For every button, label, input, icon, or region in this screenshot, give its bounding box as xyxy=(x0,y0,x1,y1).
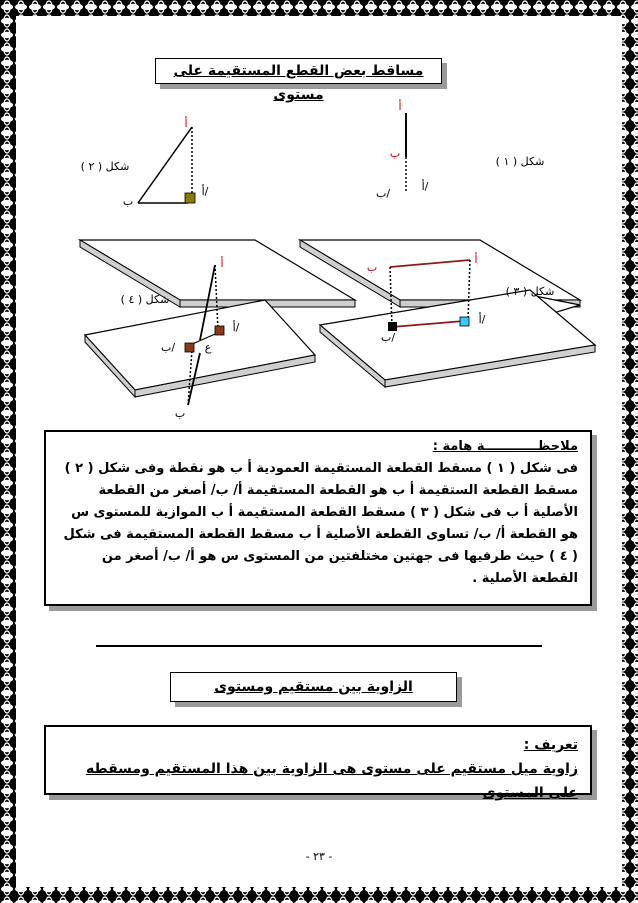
page-number: - ٢٣ - xyxy=(305,850,333,863)
fig4-label-proj-a: أ/ xyxy=(232,321,240,334)
fig3-label-proj-a: أ/ xyxy=(478,313,486,326)
note-line: القطعة الأصلية . xyxy=(472,571,578,586)
note-line: ( ٤ ) حيث طرفيها فى جهتين مختلفتين من المستوى س هو أ/ ب/ أصغر من xyxy=(101,549,578,564)
fig4-label-a: أ xyxy=(220,257,224,270)
figures-panel xyxy=(40,95,600,425)
fig2-label-b: ب xyxy=(122,195,134,208)
fig1-label-a: أ xyxy=(398,100,402,113)
fig2-caption: شكل ( ٢ ) xyxy=(80,160,130,173)
figure-2 xyxy=(80,116,355,307)
note-line: هو القطعة أ/ ب/ تساوى القطعة الأصلية أ ب مسقط القطعة المستقيمة فى شكل xyxy=(63,527,578,542)
fig4-caption: شكل ( ٤ ) xyxy=(120,293,170,306)
fig4-label-c: ع xyxy=(204,341,212,354)
fig1-label-proj-a: أ/ xyxy=(421,180,429,193)
note-line: الأصلية أ ب فى شكل ( ٣ ) مسقط القطعة المستقيمة أ ب الموازية للمستوى س xyxy=(71,505,578,520)
fig1-label-b: ب xyxy=(389,147,401,160)
page-title: مساقط بعض القطع المستقيمة على مستوى xyxy=(155,58,442,84)
fig2-label-proj-a: أ/ xyxy=(201,185,209,198)
fig2-label-a: أ xyxy=(184,117,188,130)
fig4-label-proj-b: ب/ xyxy=(160,341,176,354)
note-line: فى شكل ( ١ ) مسقط القطعة المستقيمة العمودية أ ب هو نقطة وفى شكل ( ٢ ) xyxy=(64,461,578,476)
fig4-label-b: ب xyxy=(174,407,186,420)
section-divider xyxy=(96,645,542,647)
fig3-label-proj-b: ب/ xyxy=(380,331,396,344)
fig3-label-a: أ xyxy=(474,253,478,266)
section-title: الزاوية بين مستقيم ومستوى xyxy=(170,672,457,702)
fig1-label-proj-b: ب/ xyxy=(375,187,391,200)
fig1-caption: شكل ( ١ ) xyxy=(495,155,545,168)
fig3-caption: شكل ( ٣ ) xyxy=(505,285,555,298)
definition-heading: تعريف : xyxy=(523,737,578,753)
figure-1 xyxy=(300,99,580,307)
definition-box xyxy=(44,725,592,801)
note-line: مسقط القطعة الستقيمة أ ب هو القطعة المستقيمة أ/ ب/ أصغر من القطعة xyxy=(98,483,578,498)
note-heading: ملاحظــــــــــــة هامة : xyxy=(432,439,578,454)
important-note-box xyxy=(44,430,592,606)
fig3-label-b: ب xyxy=(366,261,378,274)
definition-text: زاوية ميل مستقيم على مستوى هى الزاوية بين هذا المستقيم ومسقطه على المستوى xyxy=(85,761,578,801)
